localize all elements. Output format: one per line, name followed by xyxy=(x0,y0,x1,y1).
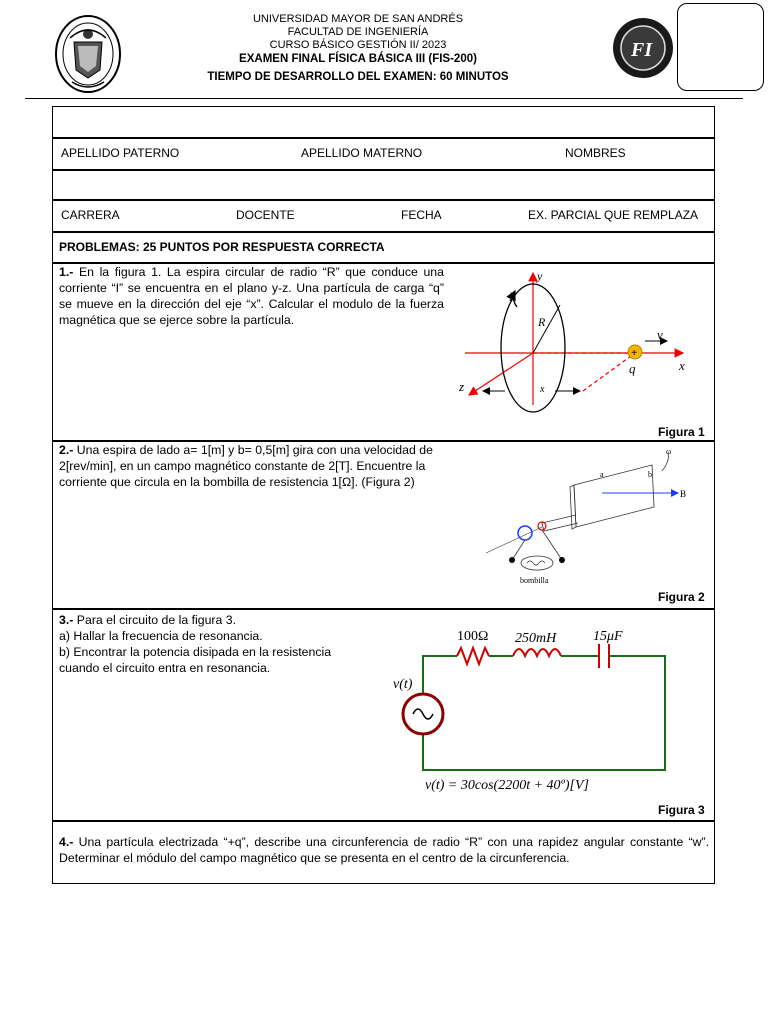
figure-2-caption: Figura 2 xyxy=(658,590,705,604)
label-apellido-materno: APELLIDO MATERNO xyxy=(301,146,423,160)
label-inductance: 250mH xyxy=(515,631,557,646)
label-docente: DOCENTE xyxy=(236,208,295,222)
header-rule xyxy=(25,98,743,99)
problem-3-line-1: Para el circuito de la figura 3. xyxy=(73,613,237,627)
label-resistance: 100Ω xyxy=(457,629,489,644)
figure-1-diagram xyxy=(455,265,705,420)
figure-3-caption: Figura 3 xyxy=(658,803,705,817)
problem-3-line-3: b) Encontrar la potencia disipada en la resistencia cuando el circuito entra en resonancia. xyxy=(59,645,332,675)
inductor xyxy=(513,649,561,656)
figure-3-circuit xyxy=(385,622,675,797)
problem-1-text xyxy=(59,264,444,328)
problem-3-number: 3.- xyxy=(59,613,74,627)
problem-1-body: En la figura 1. La espira circular de radio “R” que conduce una corriente “I” se encuentra en el plano y-z. Una partícula de carga “q” se mueve en la dirección del eje “x”. Calcular el modulo de la fuerza magnética que se ejerce sobre la partícula. xyxy=(59,265,444,327)
label-nombres: NOMBRES xyxy=(565,146,626,160)
label-ex-parcial: EX. PARCIAL QUE REMPLAZA xyxy=(528,208,699,222)
problem-3-text xyxy=(59,612,369,676)
header-faculty: FACULTAD DE INGENIERÍA xyxy=(287,26,429,38)
problems-title: PROBLEMAS: 25 PUNTOS POR RESPUESTA CORRECTA xyxy=(59,240,385,254)
header-course: CURSO BÁSICO GESTIÓN II/ 2023 xyxy=(269,39,447,51)
problem-2-body: Una espira de lado a= 1[m] y b= 0,5[m] gira con una velocidad de 2[rev/min], en un campo magnético constante de 2[T]. Encuentre la corriente que circula en la bombilla de resistencia 1[Ω]. (Figura 2) xyxy=(59,443,433,489)
label-b: b xyxy=(648,470,652,479)
problem-1-number: 1.- xyxy=(59,265,74,279)
form-name-input-row[interactable] xyxy=(52,106,715,138)
label-omega: ω xyxy=(666,447,672,456)
label-capacitance: 15μF xyxy=(593,629,623,644)
label-radius: R xyxy=(538,315,546,329)
label-fecha: FECHA xyxy=(401,208,442,222)
problem-4-number: 4.- xyxy=(59,835,74,849)
label-x-distance: x xyxy=(540,384,545,395)
label-carrera: CARRERA xyxy=(61,208,120,222)
label-y: y xyxy=(537,269,543,283)
figure-1-caption: Figura 1 xyxy=(658,425,705,439)
sine-wave-icon xyxy=(413,709,433,719)
figure-2-diagram xyxy=(482,445,707,590)
faculty-logo xyxy=(611,16,675,80)
label-a: a xyxy=(600,470,604,479)
university-seal-logo xyxy=(52,12,124,98)
problem-4-text xyxy=(59,834,709,866)
light-bulb xyxy=(521,556,553,570)
label-source-equation: v(t) = 30cos(2200t + 40º)[V] xyxy=(425,778,589,793)
resistor xyxy=(457,648,489,664)
label-charge: q xyxy=(629,361,636,376)
label-apellido-paterno: APELLIDO PATERNO xyxy=(61,146,180,160)
form-career-input-row[interactable] xyxy=(52,170,715,200)
label-z: z xyxy=(459,379,465,394)
problem-2-text xyxy=(59,442,469,490)
label-b-field: B xyxy=(680,489,687,499)
logo-text: FI xyxy=(631,39,653,61)
score-box[interactable] xyxy=(677,3,764,91)
label-x: x xyxy=(679,358,685,373)
problem-2-number: 2.- xyxy=(59,443,74,457)
header-university: UNIVERSIDAD MAYOR DE SAN ANDRÉS xyxy=(252,13,464,25)
label-velocity: v xyxy=(657,327,663,342)
label-source: v(t) xyxy=(393,677,413,692)
label-current: I xyxy=(509,289,514,304)
problem-4-body: Una partícula electrizada “+q”, describe una circunferencia de radio “R” con una rapidez angular constante “w”. Determinar el módulo del campo magnético que se presenta en el centro de la circunferencia. xyxy=(59,835,709,865)
problem-3-line-2: a) Hallar la frecuencia de resonancia. xyxy=(59,629,263,643)
header-exam-title: EXAMEN FINAL FÍSICA BÁSICA III (FIS-200) xyxy=(239,53,477,65)
header-exam-time: TIEMPO DE DESARROLLO DEL EXAMEN: 60 MINUTOS xyxy=(207,71,509,83)
label-bombilla: bombilla xyxy=(520,576,549,585)
charge-sign: + xyxy=(631,347,638,359)
rotating-loop xyxy=(574,465,654,527)
slip-ring-blue xyxy=(518,526,532,540)
